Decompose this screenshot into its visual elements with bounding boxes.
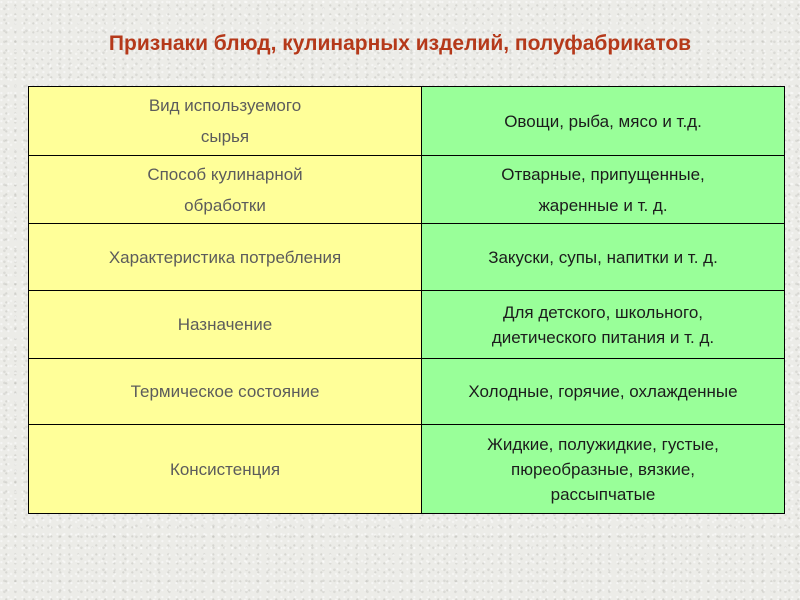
examples-cell: Для детского, школьного, диетического питания и т. д. bbox=[422, 291, 785, 359]
feature-cell: Вид используемого сырья bbox=[29, 87, 422, 156]
feature-cell: Способ кулинарной обработки bbox=[29, 156, 422, 224]
feature-cell: Термическое состояние bbox=[29, 359, 422, 425]
table-row bbox=[29, 224, 785, 291]
slide-title: Признаки блюд, кулинарных изделий, полуфабрикатов bbox=[108, 32, 692, 55]
table-row bbox=[29, 156, 785, 224]
table-row bbox=[29, 359, 785, 425]
table-row bbox=[29, 425, 785, 514]
feature-cell: Назначение bbox=[29, 291, 422, 359]
examples-cell: Закуски, супы, напитки и т. д. bbox=[422, 224, 785, 291]
examples-cell: Отварные, припущенные, жаренные и т. д. bbox=[422, 156, 785, 224]
table-row bbox=[29, 87, 785, 156]
feature-cell: Характеристика потребления bbox=[29, 224, 422, 291]
examples-cell: Жидкие, полужидкие, густые, пюреобразные, вязкие, рассыпчатые bbox=[422, 425, 785, 514]
examples-cell: Холодные, горячие, охлажденные bbox=[422, 359, 785, 425]
features-table bbox=[28, 86, 785, 514]
table-row bbox=[29, 291, 785, 359]
examples-cell: Овощи, рыба, мясо и т.д. bbox=[422, 87, 785, 156]
feature-cell: Консистенция bbox=[29, 425, 422, 514]
